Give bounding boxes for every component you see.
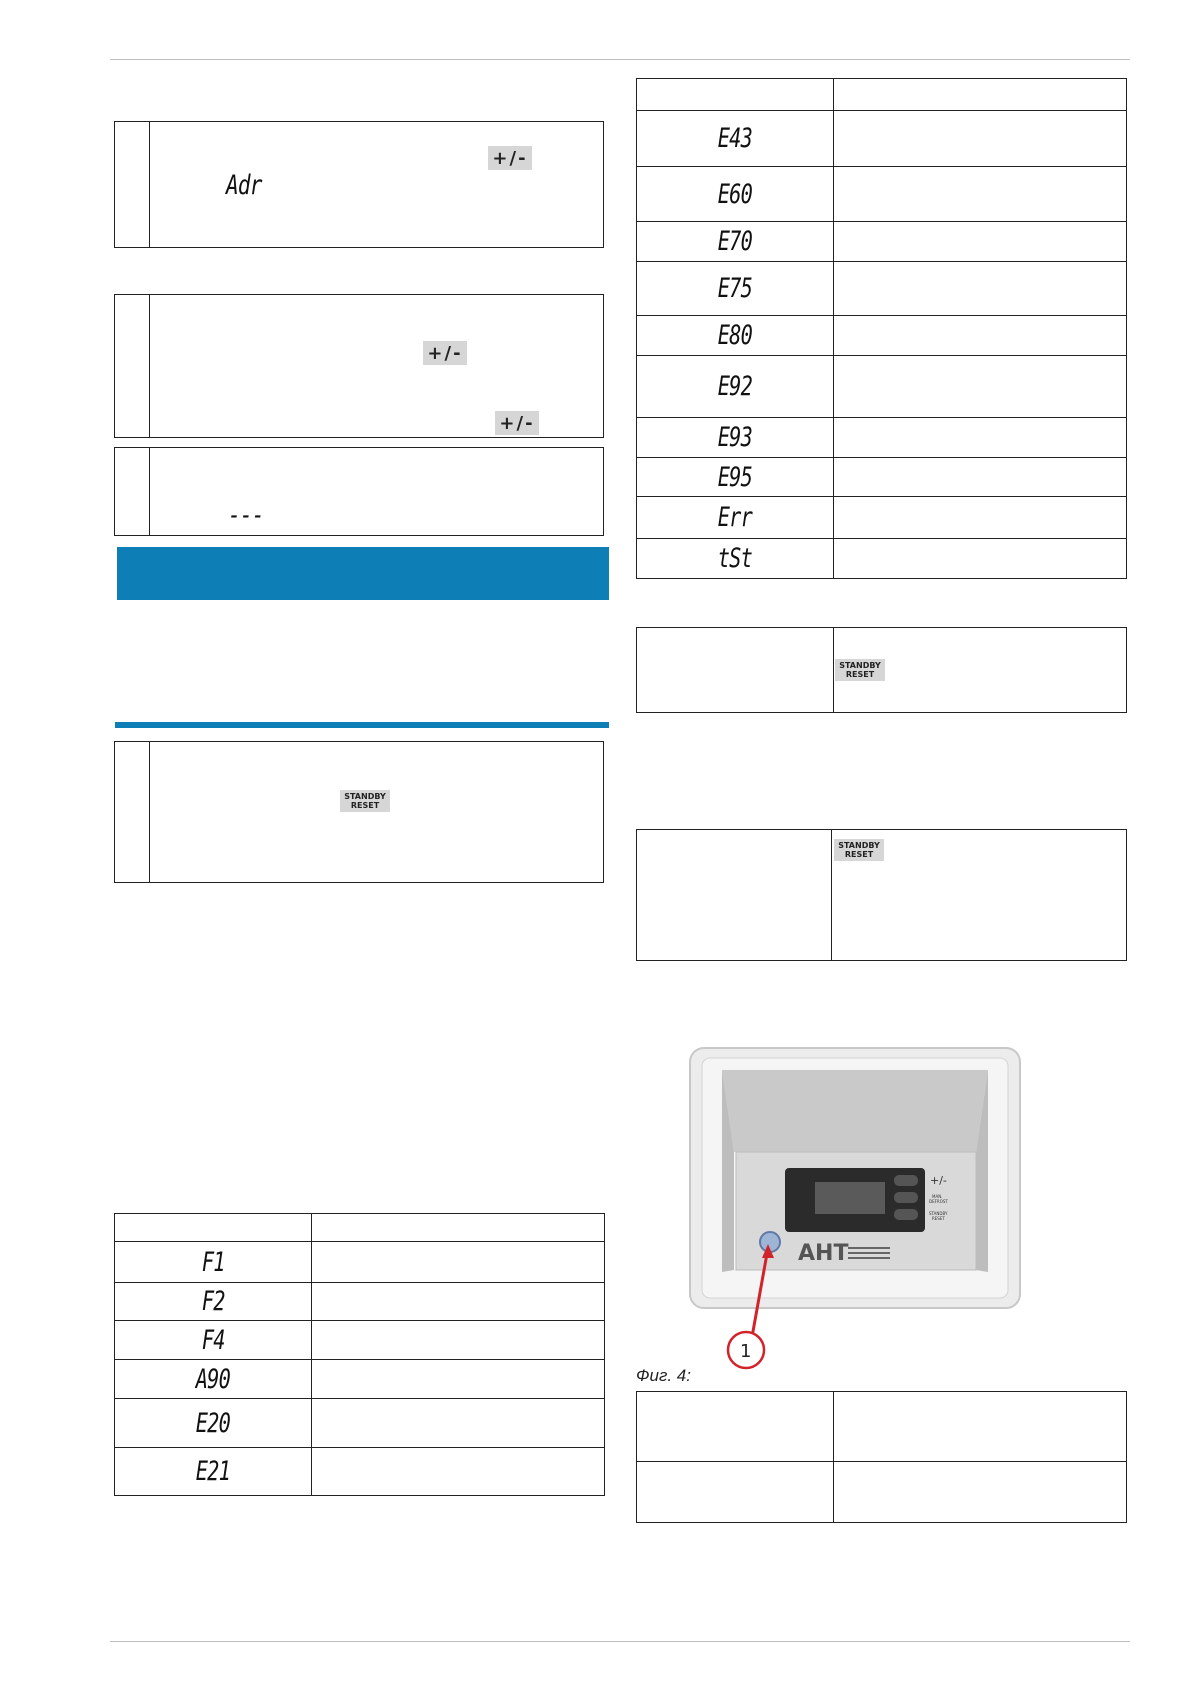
key-label-top: STANDBY	[838, 841, 880, 850]
header-rule	[110, 59, 1130, 60]
key-label-top: STANDBY	[344, 792, 386, 801]
right-code-table	[636, 78, 1127, 579]
photo-standby-label-bottom: RESET	[932, 1216, 945, 1221]
table-row	[637, 1392, 1127, 1462]
code-cell: E75	[717, 273, 753, 304]
standby-reset-key	[340, 790, 390, 812]
instruction-box-3	[114, 447, 604, 536]
table-row	[115, 1448, 605, 1496]
photo-standby-label-top: STANDBY	[929, 1211, 948, 1216]
table-row	[637, 167, 1127, 222]
photo-defrost-label-top: MAN.	[932, 1194, 943, 1199]
table-row	[637, 539, 1127, 579]
bottom-right-table	[636, 1391, 1127, 1523]
table-row	[115, 1399, 605, 1448]
table-row	[637, 497, 1127, 539]
box-strip	[115, 122, 150, 247]
table-row	[115, 1283, 605, 1321]
photo-callout-number: 1	[740, 1341, 752, 1362]
code-cell: F1	[201, 1246, 225, 1278]
footer-rule	[110, 1641, 1130, 1642]
code-cell: tSt	[717, 543, 753, 574]
code-cell: F4	[201, 1324, 225, 1356]
box-strip	[115, 742, 150, 882]
code-cell: F2	[201, 1286, 225, 1317]
code-cell: E92	[717, 371, 753, 402]
table-row	[637, 356, 1127, 418]
table-row	[115, 1214, 605, 1242]
table-row	[637, 1462, 1127, 1523]
table-row	[637, 418, 1127, 458]
display-code-dashes: ---	[228, 500, 264, 531]
standby-reset-key	[834, 839, 884, 861]
plus-minus-key: +/-	[495, 411, 539, 435]
table-row	[637, 222, 1127, 262]
key-label-bottom: RESET	[844, 850, 874, 859]
code-cell: E95	[717, 461, 753, 493]
photo-brand-logo: AHT	[798, 1241, 849, 1266]
instruction-box-1	[114, 121, 604, 248]
table-row	[115, 1242, 605, 1283]
table-row	[637, 316, 1127, 356]
code-cell: E43	[717, 123, 753, 154]
photo-plus-minus-label: +/-	[930, 1174, 947, 1187]
code-cell: E21	[195, 1456, 231, 1487]
table-row	[637, 458, 1127, 497]
table-row	[115, 1321, 605, 1360]
code-cell: E60	[717, 178, 753, 210]
display-code-adr: Adr	[226, 170, 262, 201]
code-cell: Err	[717, 502, 753, 533]
left-code-table	[114, 1213, 605, 1496]
box-strip	[115, 448, 150, 535]
figure-caption: Фиг. 4:	[636, 1366, 691, 1385]
plus-minus-key: +/-	[488, 146, 532, 170]
photo-defrost-label-bottom: DEFROST	[929, 1199, 948, 1204]
standby-reset-key	[835, 659, 885, 681]
instruction-box-4	[114, 741, 604, 883]
box-strip	[115, 295, 150, 437]
code-cell: E20	[195, 1407, 231, 1439]
code-cell: E80	[717, 320, 753, 351]
table-row	[637, 262, 1127, 316]
section-heading-band	[117, 547, 609, 600]
code-cell: A90	[195, 1363, 231, 1395]
code-cell: E70	[717, 226, 753, 257]
code-cell: E93	[717, 422, 753, 453]
device-control-panel-photo	[680, 1040, 1030, 1370]
key-label-top: STANDBY	[839, 661, 881, 670]
table-row	[637, 79, 1127, 111]
key-label-bottom: RESET	[350, 801, 380, 810]
plus-minus-key: +/-	[423, 341, 467, 365]
key-label-bottom: RESET	[845, 670, 875, 679]
section-rule	[115, 722, 609, 728]
table-row	[115, 1360, 605, 1399]
table-row	[637, 111, 1127, 167]
